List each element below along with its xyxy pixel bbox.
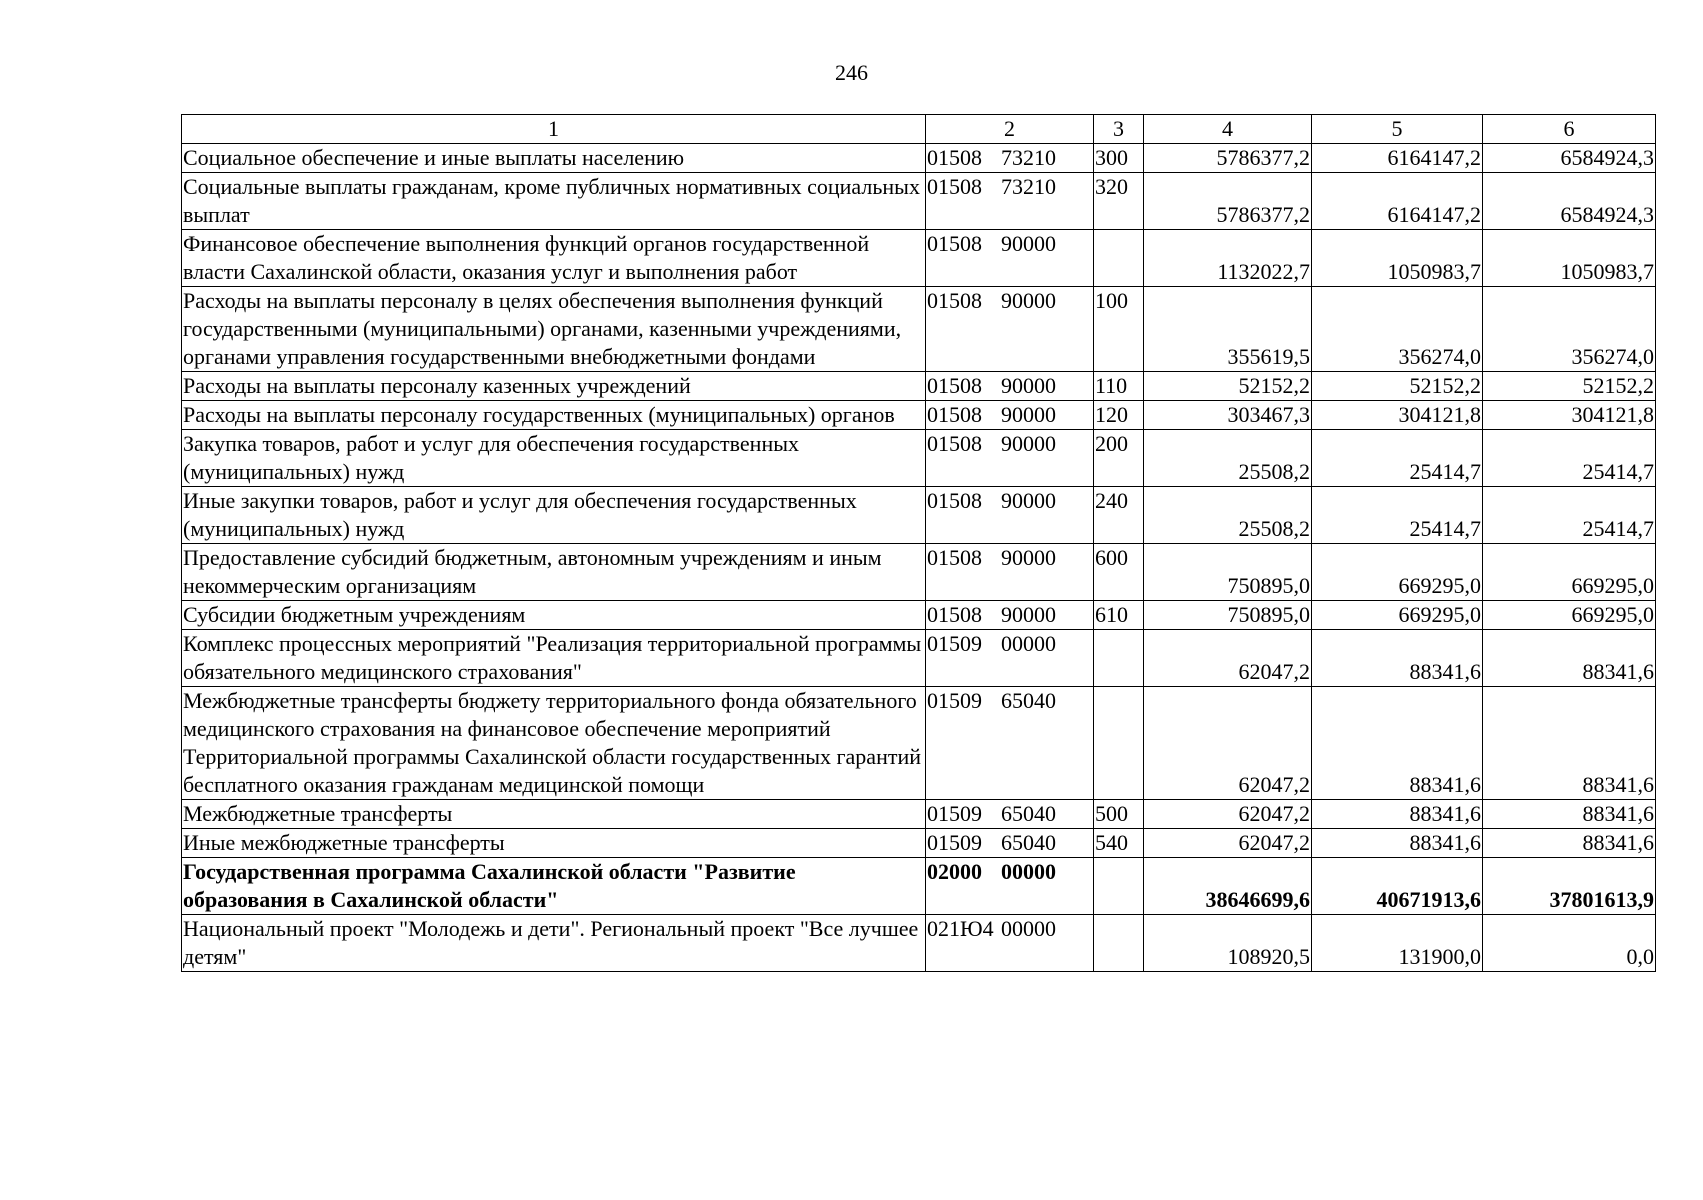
- row-expense-type: 600: [1094, 544, 1144, 601]
- row-value-col4: 38646699,6: [1144, 858, 1312, 915]
- row-value-col5: 25414,7: [1312, 487, 1483, 544]
- row-name: Межбюджетные трансферты бюджету территориального фонда обязательного медицинского страхования на финансовое обеспечение мероприятий Территориальной программы Сахалинской области государственных гарантий бесплатного оказания гражданам медицинской помощи: [182, 687, 926, 800]
- row-code: [926, 372, 1094, 401]
- row-name: Комплекс процессных мероприятий "Реализация территориальной программы обязательного медицинского страхования": [182, 630, 926, 687]
- code-part-2: 90000: [1001, 231, 1056, 256]
- code-part-1: 01508: [927, 174, 982, 199]
- row-name: Субсидии бюджетным учреждениям: [182, 601, 926, 630]
- row-value-col5: 52152,2: [1312, 372, 1483, 401]
- row-value-col4: 62047,2: [1144, 800, 1312, 829]
- row-name: Иные межбюджетные трансферты: [182, 829, 926, 858]
- row-name: Расходы на выплаты персоналу казенных учреждений: [182, 372, 926, 401]
- row-value-col6: 88341,6: [1483, 829, 1656, 858]
- row-value-col6: 669295,0: [1483, 544, 1656, 601]
- row-expense-type: 200: [1094, 430, 1144, 487]
- row-name: Государственная программа Сахалинской области "Развитие образования в Сахалинской области": [182, 858, 926, 915]
- row-value-col5: 88341,6: [1312, 687, 1483, 800]
- row-expense-type: 320: [1094, 173, 1144, 230]
- row-expense-type: 610: [1094, 601, 1144, 630]
- row-code: [926, 800, 1094, 829]
- row-code: [926, 687, 1094, 800]
- row-value-col4: 25508,2: [1144, 487, 1312, 544]
- row-code: [926, 173, 1094, 230]
- row-value-col4: 25508,2: [1144, 430, 1312, 487]
- page-number: 246: [835, 60, 868, 85]
- column-header: 1: [182, 115, 926, 144]
- table-row: [182, 687, 1656, 800]
- row-expense-type: 120: [1094, 401, 1144, 430]
- table-row: [182, 601, 1656, 630]
- code-part-1: 01509: [927, 830, 982, 855]
- column-header: 3: [1094, 115, 1144, 144]
- row-value-col6: 6584924,3: [1483, 144, 1656, 173]
- row-value-col5: 88341,6: [1312, 829, 1483, 858]
- row-value-col6: 25414,7: [1483, 487, 1656, 544]
- code-part-2: 90000: [1001, 288, 1056, 313]
- row-value-col6: 88341,6: [1483, 800, 1656, 829]
- row-expense-type: [1094, 230, 1144, 287]
- row-value-col4: 5786377,2: [1144, 173, 1312, 230]
- code-part-2: 90000: [1001, 488, 1056, 513]
- row-code: [926, 544, 1094, 601]
- table-row: [182, 858, 1656, 915]
- row-expense-type: 300: [1094, 144, 1144, 173]
- row-name: Социальные выплаты гражданам, кроме публичных нормативных социальных выплат: [182, 173, 926, 230]
- row-code: [926, 430, 1094, 487]
- row-code: [926, 144, 1094, 173]
- table-row: [182, 173, 1656, 230]
- row-value-col4: 62047,2: [1144, 829, 1312, 858]
- row-name: Межбюджетные трансферты: [182, 800, 926, 829]
- row-name: Закупка товаров, работ и услуг для обеспечения государственных (муниципальных) нужд: [182, 430, 926, 487]
- row-value-col4: 62047,2: [1144, 687, 1312, 800]
- row-value-col5: 40671913,6: [1312, 858, 1483, 915]
- table-row: [182, 144, 1656, 173]
- row-value-col4: 62047,2: [1144, 630, 1312, 687]
- code-part-2: 00000: [1001, 859, 1056, 884]
- code-part-2: 00000: [1001, 631, 1056, 656]
- row-code: [926, 401, 1094, 430]
- column-header: 2: [926, 115, 1094, 144]
- row-code: [926, 487, 1094, 544]
- table-row: [182, 430, 1656, 487]
- code-part-1: 01508: [927, 288, 982, 313]
- row-code: [926, 287, 1094, 372]
- row-expense-type: 240: [1094, 487, 1144, 544]
- code-part-1: 01508: [927, 488, 982, 513]
- code-part-1: 02000: [927, 859, 982, 884]
- code-part-1: 01508: [927, 402, 982, 427]
- code-part-2: 90000: [1001, 373, 1056, 398]
- row-code: [926, 601, 1094, 630]
- column-header: 6: [1483, 115, 1656, 144]
- code-part-1: 01508: [927, 602, 982, 627]
- row-value-col6: 356274,0: [1483, 287, 1656, 372]
- code-part-2: 00000: [1001, 916, 1056, 941]
- row-name: Социальное обеспечение и иные выплаты населению: [182, 144, 926, 173]
- row-code: [926, 915, 1094, 972]
- row-value-col6: 0,0: [1483, 915, 1656, 972]
- row-value-col5: 304121,8: [1312, 401, 1483, 430]
- table-header-row: [182, 115, 1656, 144]
- table-row: [182, 287, 1656, 372]
- row-value-col4: 108920,5: [1144, 915, 1312, 972]
- row-value-col5: 88341,6: [1312, 630, 1483, 687]
- table-row: [182, 544, 1656, 601]
- column-header: 5: [1312, 115, 1483, 144]
- table-row: [182, 372, 1656, 401]
- code-part-1: 01508: [927, 545, 982, 570]
- row-value-col6: 669295,0: [1483, 601, 1656, 630]
- column-header: 4: [1144, 115, 1312, 144]
- table-row: [182, 487, 1656, 544]
- row-value-col6: 6584924,3: [1483, 173, 1656, 230]
- row-value-col4: 1132022,7: [1144, 230, 1312, 287]
- row-code: [926, 829, 1094, 858]
- row-value-col4: 52152,2: [1144, 372, 1312, 401]
- table-row: [182, 230, 1656, 287]
- row-expense-type: 500: [1094, 800, 1144, 829]
- row-value-col5: 356274,0: [1312, 287, 1483, 372]
- row-value-col4: 750895,0: [1144, 544, 1312, 601]
- budget-table: [181, 114, 1656, 972]
- row-name: Расходы на выплаты персоналу государственных (муниципальных) органов: [182, 401, 926, 430]
- table-row: [182, 401, 1656, 430]
- row-expense-type: [1094, 858, 1144, 915]
- row-code: [926, 630, 1094, 687]
- code-part-2: 90000: [1001, 431, 1056, 456]
- row-value-col5: 1050983,7: [1312, 230, 1483, 287]
- code-part-1: 01508: [927, 231, 982, 256]
- code-part-2: 90000: [1001, 402, 1056, 427]
- code-part-2: 90000: [1001, 545, 1056, 570]
- row-value-col5: 6164147,2: [1312, 144, 1483, 173]
- row-value-col4: 750895,0: [1144, 601, 1312, 630]
- row-expense-type: 540: [1094, 829, 1144, 858]
- row-value-col6: 25414,7: [1483, 430, 1656, 487]
- row-expense-type: [1094, 630, 1144, 687]
- code-part-2: 73210: [1001, 174, 1056, 199]
- row-expense-type: 100: [1094, 287, 1144, 372]
- row-expense-type: 110: [1094, 372, 1144, 401]
- row-value-col5: 669295,0: [1312, 544, 1483, 601]
- row-name: Финансовое обеспечение выполнения функций органов государственной власти Сахалинской области, оказания услуг и выполнения работ: [182, 230, 926, 287]
- row-code: [926, 858, 1094, 915]
- row-name: Предоставление субсидий бюджетным, автономным учреждениям и иным некоммерческим организациям: [182, 544, 926, 601]
- code-part-2: 90000: [1001, 602, 1056, 627]
- row-value-col5: 25414,7: [1312, 430, 1483, 487]
- code-part-1: 01509: [927, 688, 982, 713]
- row-value-col6: 37801613,9: [1483, 858, 1656, 915]
- table-row: [182, 630, 1656, 687]
- row-value-col4: 5786377,2: [1144, 144, 1312, 173]
- row-name: Расходы на выплаты персоналу в целях обеспечения выполнения функций государственными (муниципальными) органами, казенными учреждениями, органами управления государственными внебюджетными фондами: [182, 287, 926, 372]
- code-part-2: 65040: [1001, 830, 1056, 855]
- row-expense-type: [1094, 687, 1144, 800]
- code-part-1: 01508: [927, 145, 982, 170]
- row-value-col5: 131900,0: [1312, 915, 1483, 972]
- row-name: Иные закупки товаров, работ и услуг для обеспечения государственных (муниципальных) нужд: [182, 487, 926, 544]
- row-value-col6: 304121,8: [1483, 401, 1656, 430]
- row-value-col4: 355619,5: [1144, 287, 1312, 372]
- row-value-col5: 6164147,2: [1312, 173, 1483, 230]
- row-value-col6: 88341,6: [1483, 687, 1656, 800]
- code-part-1: 01508: [927, 431, 982, 456]
- table-row: [182, 800, 1656, 829]
- row-value-col6: 1050983,7: [1483, 230, 1656, 287]
- code-part-1: 01509: [927, 631, 982, 656]
- code-part-1: 01508: [927, 373, 982, 398]
- row-code: [926, 230, 1094, 287]
- row-value-col5: 669295,0: [1312, 601, 1483, 630]
- code-part-1: 021Ю4: [927, 916, 994, 941]
- row-value-col6: 88341,6: [1483, 630, 1656, 687]
- row-name: Национальный проект "Молодежь и дети". Региональный проект "Все лучшее детям": [182, 915, 926, 972]
- table-row: [182, 915, 1656, 972]
- row-value-col5: 88341,6: [1312, 800, 1483, 829]
- table-row: [182, 829, 1656, 858]
- code-part-1: 01509: [927, 801, 982, 826]
- row-value-col4: 303467,3: [1144, 401, 1312, 430]
- row-value-col6: 52152,2: [1483, 372, 1656, 401]
- row-expense-type: [1094, 915, 1144, 972]
- code-part-2: 65040: [1001, 688, 1056, 713]
- code-part-2: 73210: [1001, 145, 1056, 170]
- code-part-2: 65040: [1001, 801, 1056, 826]
